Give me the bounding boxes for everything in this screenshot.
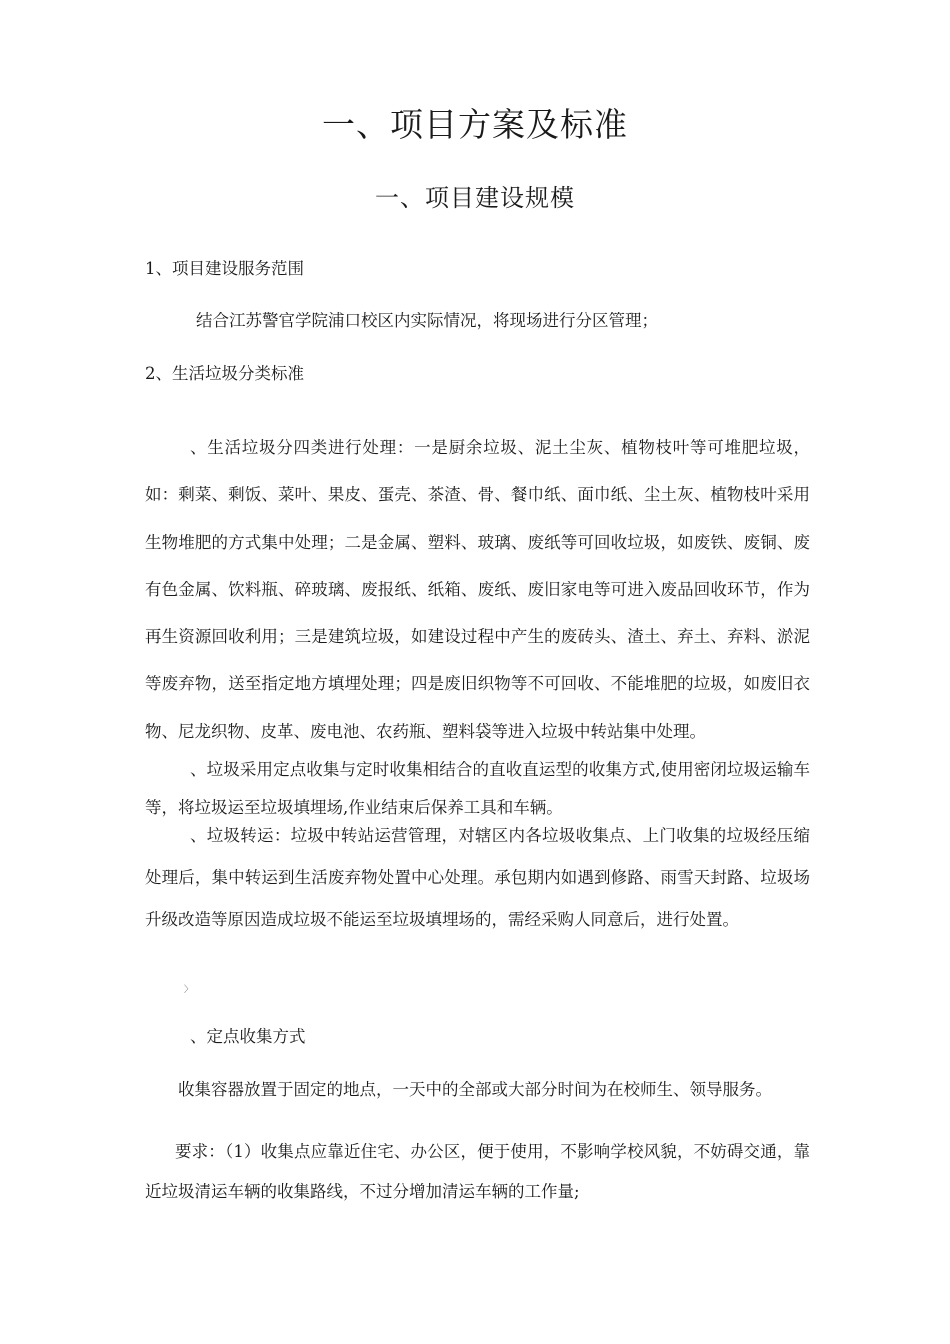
paragraph-collection-method: 、垃圾采用定点收集与定时收集相结合的直收直运型的收集方式,使用密闭垃圾运输车等，将垃圾运至垃圾填埋场,作业结束后保养工具和车辆。 [145, 760, 810, 817]
paragraph-containers: 收集容器放置于固定的地点，一天中的全部或大部分时间为在校师生、领导服务。 [178, 1080, 772, 1099]
heading-service-scope: 1、项目建设服务范围 [145, 259, 304, 278]
paragraph-classification: 、生活垃圾分四类进行处理：一是厨余垃圾、泥土尘灰、植物枝叶等可堆肥垃圾，如：剩菜、剩饭、菜叶、果皮、蛋壳、茶渣、骨、餐巾纸、面巾纸、尘土灰、植物枝叶采用生物堆肥的方式集中处理；二是金属、塑料、玻璃、废纸等可回收垃圾，如废铁、废铜、废有色金属、饮料瓶、碎玻璃、废报纸、纸箱、废纸、废旧家电等可进入废品回收环节，作为再生资源回收利用；三是建筑垃圾，如建设过程中产生的废砖头、渣土、弃土、弃料、淤泥等废弃物，送至指定地方填埋处理；四是废旧织物等不可回收、不能堆肥的垃圾，如废旧衣物、尼龙织物、皮革、废电池、农药瓶、塑料袋等进入垃圾中转站集中处理。 [145, 438, 810, 741]
paragraph-transfer: 、垃圾转运：垃圾中转站运营管理，对辖区内各垃圾收集点、上门收集的垃圾经压缩处理后，集中转运到生活废弃物处置中心处理。承包期内如遇到修路、雨雪天封路、垃圾场升级改造等原因造成垃圾不能运至垃圾填埋场的，需经采购人同意后，进行处置。 [145, 826, 810, 929]
heading-fixed-point-collection: 、定点收集方式 [190, 1027, 306, 1046]
section-subtitle: 一、项目建设规模 [375, 184, 575, 212]
document-title: 一、项目方案及标准 [322, 105, 628, 144]
stray-mark: 〉 [184, 985, 194, 995]
heading-classification-standard: 2、生活垃圾分类标准 [145, 364, 304, 383]
paragraph-service-scope: 结合江苏警官学院浦口校区内实际情况，将现场进行分区管理； [196, 311, 658, 330]
paragraph-requirements: 要求：（1）收集点应靠近住宅、办公区，便于使用，不影响学校风貌，不妨碍交通，靠近垃圾清运车辆的收集路线，不过分增加清运车辆的工作量; [145, 1142, 810, 1201]
